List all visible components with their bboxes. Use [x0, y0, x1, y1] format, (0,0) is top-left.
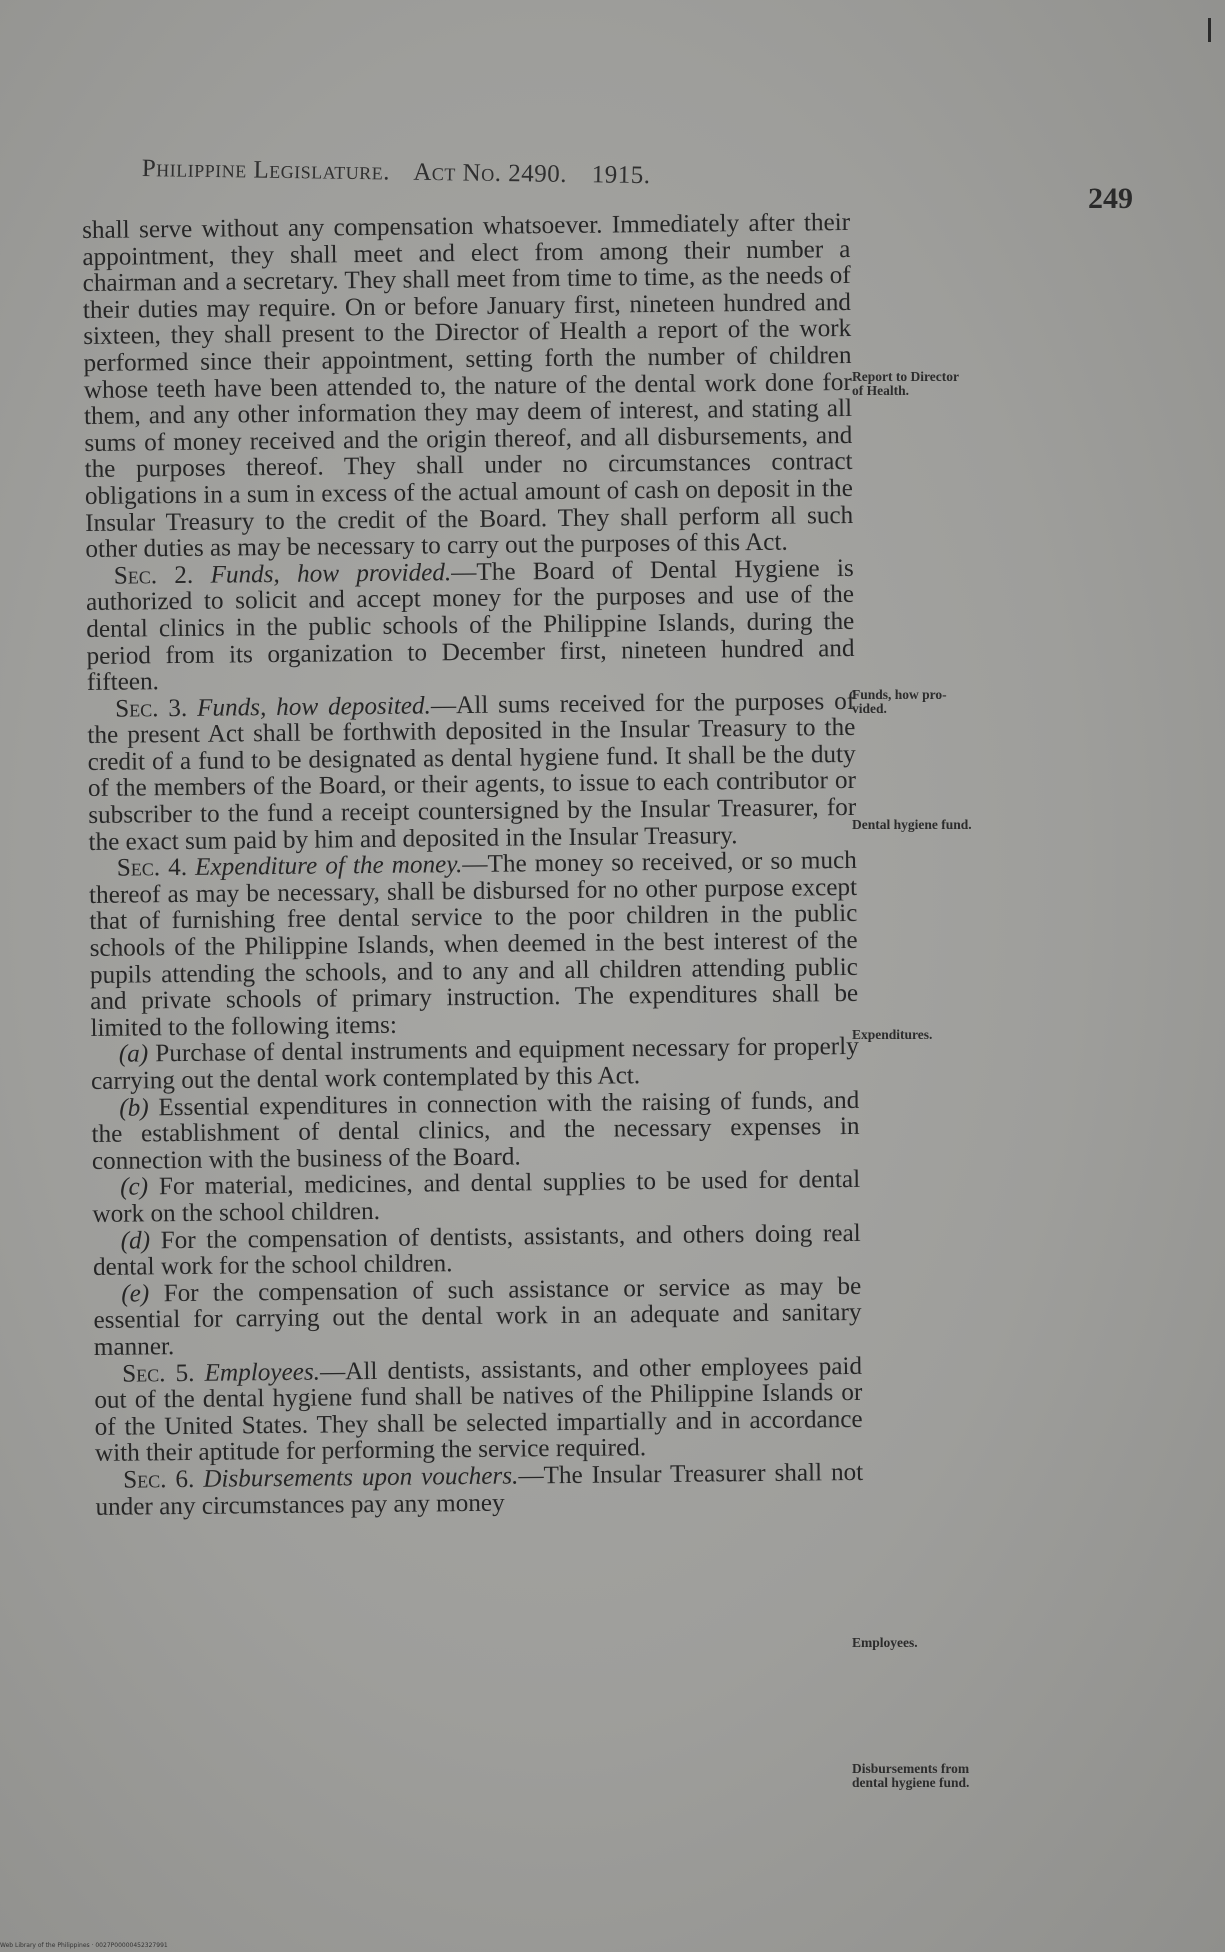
- section-4: [89, 848, 859, 1042]
- paragraph-text: shall serve without any compensation whatsoever. Immediately after their appointment, they shall meet and elect from among their number a chairman and a secretary. They shall meet from time to time, as the needs of their duties may require. On or before January first, nineteen hundred and sixteen, they shall present to the Director of Health a report of the work performed since their appointment, setting forth the number of children whose teeth have been attended to, the nature of the dental work done for them, and any other information they may deem of interest, and stating all sums of money received and the origin thereof, and all disbursements, and the purposes thereof. They shall under no circumstances contract obligations in a sum in excess of the actual amount of cash on deposit in the Insular Treasury to the credit of the Board. They shall perform all such other duties as may be necessary to carry out the purposes of this Act.: [81, 208, 854, 564]
- paragraph-continuation: [82, 210, 854, 564]
- section-title: Funds, how deposited.: [196, 692, 432, 722]
- margin-note-line: Dental hygiene fund.: [852, 817, 972, 832]
- item-label: (e): [121, 1280, 150, 1308]
- running-head-act: Act No. 2490.: [413, 158, 568, 188]
- margin-note-line: Expenditures.: [852, 1027, 933, 1042]
- item-label: (d): [120, 1226, 151, 1255]
- section-text: —The Insular Treasurer shall not under any circumstances pay any money: [95, 1458, 864, 1521]
- item-text: For the compensation of dentists, assistants, and others doing real dental work for the school children.: [92, 1219, 861, 1282]
- margin-note-line: of Health.: [852, 383, 909, 398]
- scan-footer: Web Library of the Philippines · 0027P00000452327991: [0, 1942, 168, 1949]
- item-e: [93, 1274, 862, 1362]
- margin-note-dental-hygiene-fund: [852, 818, 1042, 832]
- margin-note-line: vided.: [852, 701, 887, 716]
- section-label: Sec. 2.: [113, 561, 194, 590]
- margin-note-line: Disbursements from: [852, 1761, 970, 1776]
- section-6: [95, 1460, 864, 1521]
- item-c: [92, 1167, 861, 1228]
- section-text: —The Board of Dental Hygiene is authorized to solicit and accept money for the purposes and use of the dental clinics in the public schools of the Philippine Islands, during the period from its organization to December first, nineteen hundred and fifteen.: [85, 554, 855, 697]
- margin-note-report-to-director: [852, 370, 1042, 398]
- section-title: Disbursements upon vouchers.: [203, 1462, 519, 1493]
- section-title: Expenditure of the money.: [194, 851, 463, 882]
- section-text: —All dentists, assistants, and other employees paid out of the dental hygiene fund shall be natives of the Philippine Islands or of the United States. They shall be selected impartially and in accordance with their aptitude for performing the service required.: [94, 1352, 863, 1468]
- item-text: For material, medicines, and dental supplies to be used for dental work on the school children.: [92, 1166, 861, 1228]
- item-d: [93, 1220, 862, 1281]
- body-text: [82, 210, 864, 1521]
- item-b: [91, 1088, 860, 1176]
- item-label: (c): [120, 1173, 149, 1202]
- margin-note-funds-how-provided: [852, 688, 1042, 716]
- section-title: Funds, how provided.: [210, 558, 452, 589]
- item-text: For the compensation of such assistance or service as may be essential for carrying out the dental work in an adequate and sanitary manner.: [93, 1272, 862, 1361]
- item-label: (a): [118, 1040, 149, 1069]
- section-label: Sec. 4.: [116, 854, 188, 882]
- running-head-publication: Philippine Legislature.: [141, 155, 391, 186]
- margin-note-expenditures: [852, 1028, 1042, 1042]
- running-head-year: 1915.: [591, 161, 651, 190]
- running-head: [142, 155, 822, 192]
- margin-note-line: Employees.: [852, 1635, 918, 1650]
- scan-edge-mark: [1208, 18, 1211, 42]
- item-text: Essential expenditures in connection with the raising of funds, and the establishment of dental clinics, and the necessary expenses in connection with the business of the Board.: [91, 1086, 860, 1175]
- section-text: —The money so received, or so much thereof as may be necessary, shall be disbursed for no other purpose except that of furnishing free dental service to the poor children in the public schools of the Philippine Islands, when deemed in the best interest of the pupils attending the schools, and to any and all children attending public and private schools of primary instruction. The expenditures shall be limited to the following items:: [88, 847, 859, 1042]
- margin-note-line: dental hygiene fund.: [852, 1775, 970, 1790]
- margin-note-line: Funds, how pro-: [852, 687, 947, 702]
- section-5: [94, 1353, 863, 1467]
- section-label: Sec. 5.: [121, 1359, 195, 1388]
- item-a: [91, 1034, 860, 1095]
- section-text: —All sums received for the purposes of the present Act shall be forthwith deposited in the Insular Treasury to the credit of a fund to be designated as dental hygiene fund. It shall be the duty of the members of the Board, or their agents, to issue to each contributor or subscriber to the fund a receipt countersigned by the Insular Treasurer, for the exact sum paid by him and deposited in the Insular Treasury.: [87, 687, 857, 856]
- section-3: [87, 689, 857, 857]
- margin-note-employees: [852, 1636, 1042, 1650]
- section-label: Sec. 3.: [115, 694, 188, 723]
- margin-note-line: Report to Director: [852, 369, 959, 384]
- margin-note-disbursements: [852, 1762, 1042, 1790]
- section-title: Employees.: [204, 1358, 321, 1387]
- item-text: Purchase of dental instruments and equipment necessary for properly carrying out the dental work contemplated by this Act.: [90, 1033, 859, 1095]
- page-number: 249: [1088, 182, 1133, 215]
- item-label: (b): [119, 1093, 149, 1122]
- section-2: [86, 556, 855, 697]
- section-label: Sec. 6.: [123, 1465, 195, 1494]
